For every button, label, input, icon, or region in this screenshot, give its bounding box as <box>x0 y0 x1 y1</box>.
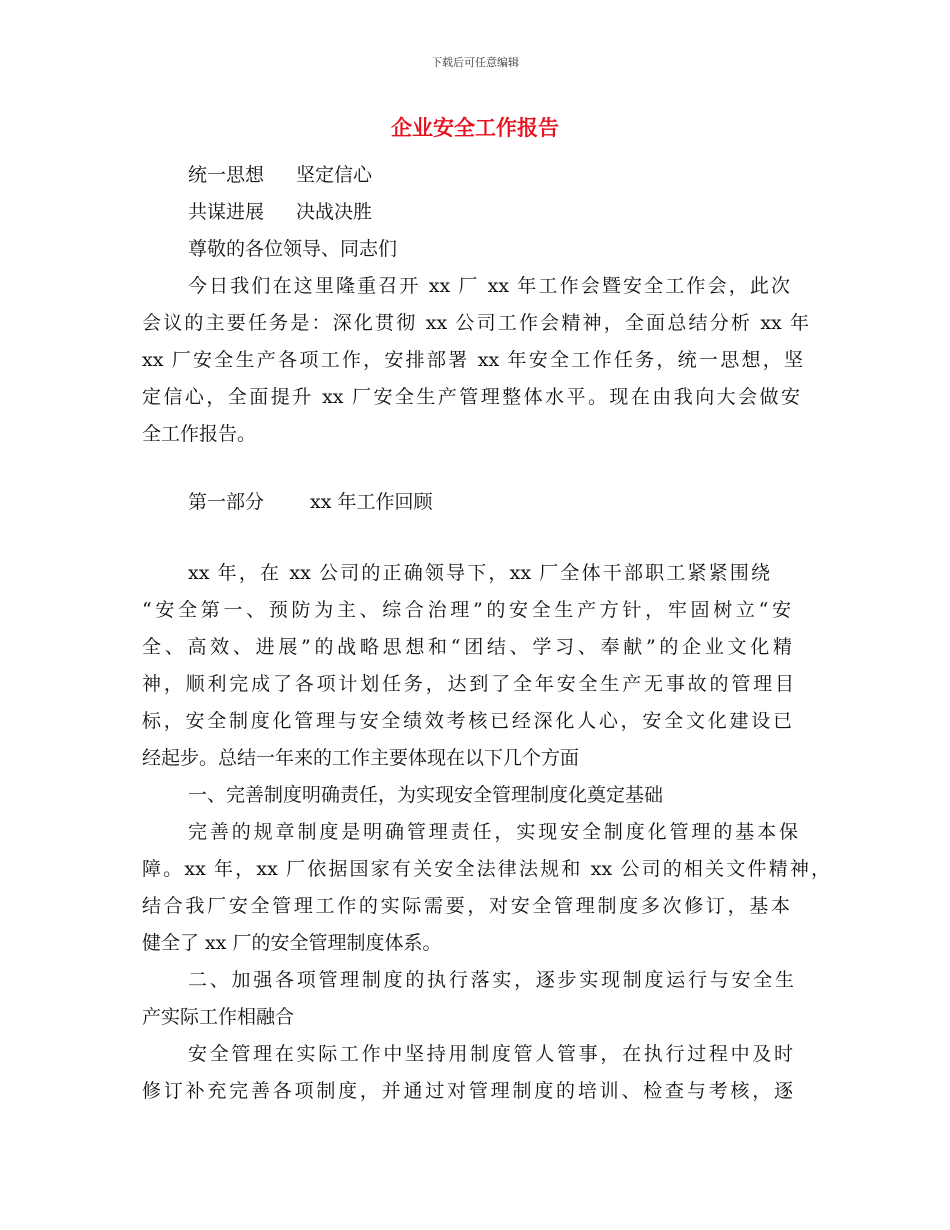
slogan-2-left: 共谋进展 <box>188 201 265 223</box>
section1-line-1: 完善的规章制度是明确管理责任，实现安全制度化管理的基本保 <box>188 821 798 843</box>
intro-line-3: xx 厂安全生产各项工作，安排部署 xx 年安全工作任务，统一思想，坚 <box>142 349 803 371</box>
review-line-1: xx 年，在 xx 公司的正确领导下，xx 厂全体干部职工紧紧围绕 <box>188 562 770 584</box>
slogan-line-1 <box>188 160 372 190</box>
slogan-line-2 <box>188 197 372 227</box>
page-header-note: 下载后可任意编辑 <box>431 56 519 69</box>
review-line-2: “安全第一、预防为主、综合治理”的安全生产方针，牢固树立“安 <box>142 599 791 621</box>
section-heading-1: 一、完善制度明确责任，为实现安全管理制度化奠定基础 <box>188 784 664 806</box>
intro-line-2: 会议的主要任务是：深化贯彻 xx 公司工作会精神，全面总结分析 xx 年 <box>142 312 809 334</box>
review-line-3: 全、高效、进展”的战略思想和“团结、学习、奉献”的企业文化精 <box>142 636 792 658</box>
slogan-1-right: 坚定信心 <box>296 164 373 186</box>
review-line-5: 标，安全制度化管理与安全绩效考核已经深化人心，安全文化建设已 <box>142 710 792 732</box>
review-line-4: 神，顺利完成了各项计划任务，达到了全年安全生产无事故的管理目 <box>142 673 794 695</box>
part1-title: xx 年工作回顾 <box>310 491 433 513</box>
intro-line-1: 今日我们在这里隆重召开 xx 厂 xx 年工作会暨安全工作会，此次 <box>188 275 790 297</box>
salutation: 尊敬的各位领导、同志们 <box>188 238 398 260</box>
slogan-1-left: 统一思想 <box>188 164 265 186</box>
section-heading-2-line-1: 二、加强各项管理制度的执行落实，逐步实现制度运行与安全生 <box>188 969 794 991</box>
section1-line-2: 障。xx 年，xx 厂依据国家有关安全法律法规和 xx 公司的相关文件精神， <box>142 858 830 880</box>
slogan-2-right: 决战决胜 <box>296 201 373 223</box>
section2-line-2: 修订补充完善各项制度，并通过对管理制度的培训、检查与考核，逐 <box>142 1080 793 1102</box>
section-heading-2-line-2: 产实际工作相融合 <box>142 1006 295 1028</box>
document-title: 企业安全工作报告 <box>391 115 559 140</box>
part1-heading <box>188 487 433 517</box>
intro-line-5: 全工作报告。 <box>142 423 257 445</box>
part1-label: 第一部分 <box>188 491 265 513</box>
section1-line-4: 健全了 xx 厂的安全管理制度体系。 <box>142 932 442 954</box>
section1-line-3: 结合我厂安全管理工作的实际需要，对安全管理制度多次修订，基本 <box>142 895 790 917</box>
section2-line-1: 安全管理在实际工作中坚持用制度管人管事，在执行过程中及时 <box>188 1043 793 1065</box>
intro-line-4: 定信心，全面提升 xx 厂安全生产管理整体水平。现在由我向大会做安 <box>142 386 800 408</box>
review-line-6: 经起步。总结一年来的工作主要体现在以下几个方面 <box>142 747 580 769</box>
